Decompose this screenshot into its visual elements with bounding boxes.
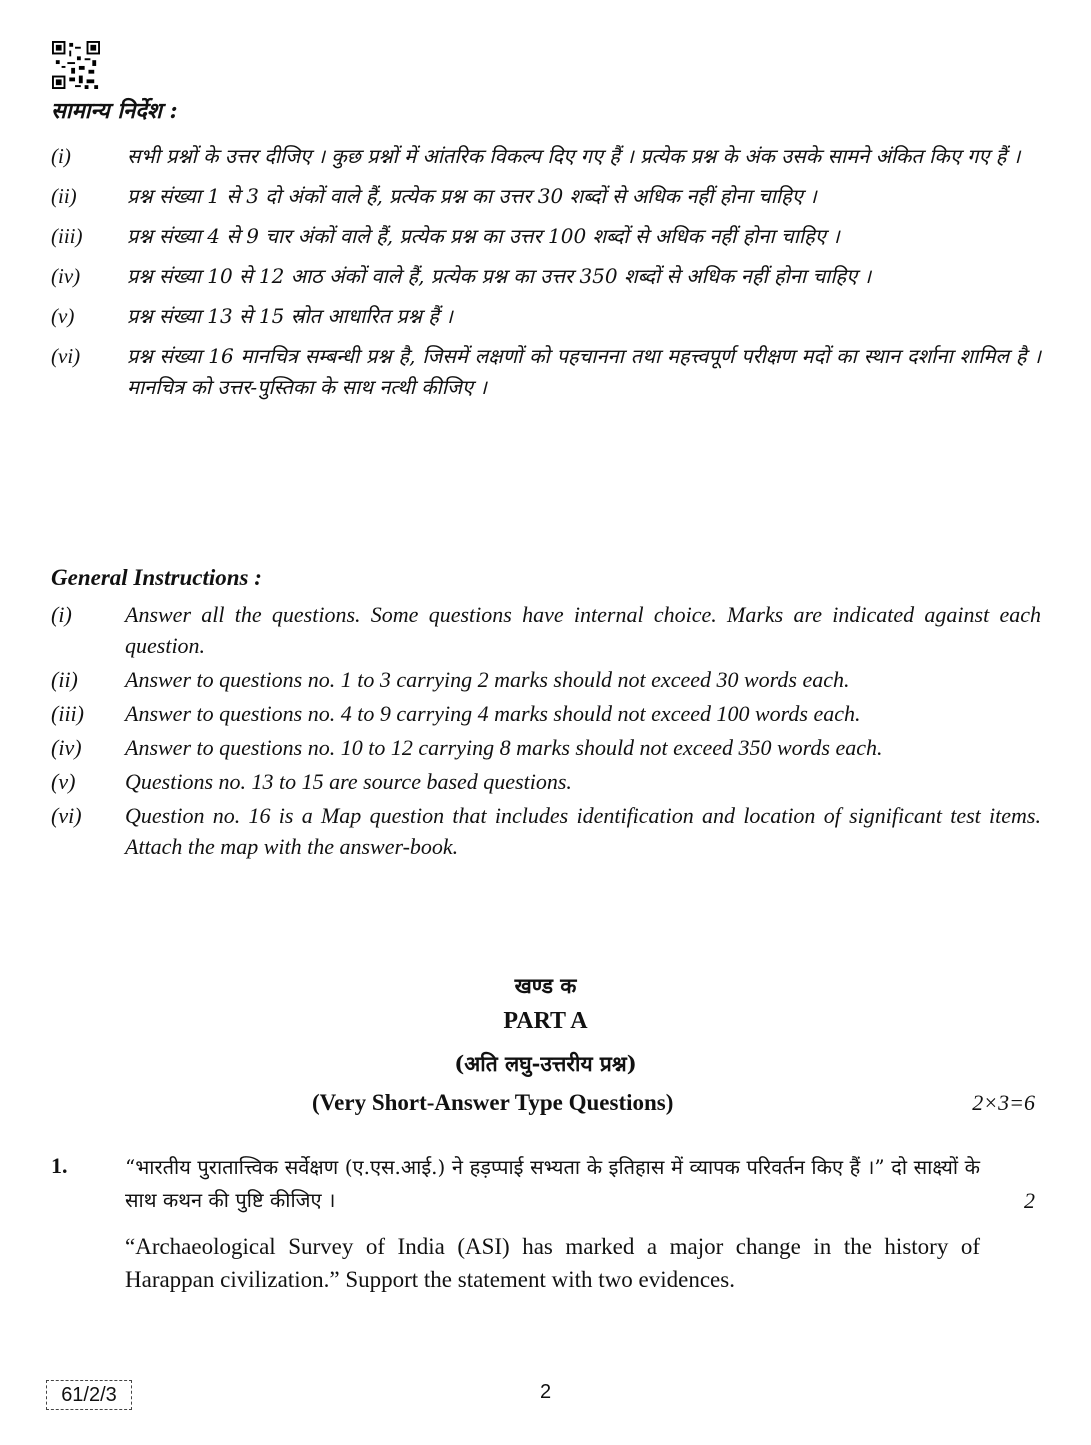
list-item [51, 732, 1041, 763]
item-text: Question no. 16 is a Map question that includes identification and location of significant test items. Attach the map with the answer-book. [125, 803, 1041, 859]
section-hindi-subtitle: (अति लघु-उत्तरीय प्रश्न) [454, 1051, 637, 1076]
item-number: (ii) [51, 667, 78, 692]
item-number: (i) [51, 144, 71, 168]
page-number: 2 [539, 1381, 552, 1403]
question-english-text: “Archaeological Survey of India (ASI) has marked a major change in the history of Harappan civilization.” Support the statement with two evidences. [125, 1234, 980, 1292]
section-english-title: PART A [503, 1008, 588, 1034]
item-text: प्रश्न संख्या 1 से 3 दो अंकों वाले हैं, प्रत्येक प्रश्न का उत्तर 30 शब्दों से अधिक नहीं होना चाहिए । [127, 184, 817, 208]
item-text: प्रश्न संख्या 13 से 15 स्रोत आधारित प्रश्न हैं । [127, 304, 453, 328]
item-text: प्रश्न संख्या 16 मानचित्र सम्बन्धी प्रश्न है, जिसमें लक्षणों को पहचानना तथा महत्त्वपूर्ण परीक्षण मदों का स्थान दर्शाना शामिल है । मानचित्र को उत्तर-पुस्तिका के साथ नत्थी कीजिए । [127, 344, 1041, 399]
item-number: (v) [51, 769, 76, 794]
item-text: Answer all the questions. Some questions have internal choice. Marks are indicated against each question. [125, 602, 1041, 658]
item-number: (i) [51, 602, 72, 627]
item-number: (iii) [51, 701, 84, 726]
hindi-instructions-heading: सामान्य निर्देश : [51, 98, 178, 124]
list-item [51, 664, 1041, 695]
list-item [51, 800, 1041, 862]
paper-code: 61/2/3 [46, 1380, 132, 1410]
list-item [51, 301, 1041, 332]
item-number: (ii) [51, 184, 77, 208]
item-text: प्रश्न संख्या 10 से 12 आठ अंकों वाले हैं, प्रत्येक प्रश्न का उत्तर 350 शब्दों से अधिक नहीं होना चाहिए । [127, 264, 872, 288]
list-item [51, 766, 1041, 797]
item-text: Answer to questions no. 10 to 12 carrying 8 marks should not exceed 350 words each. [125, 735, 883, 760]
item-text: Answer to questions no. 4 to 9 carrying 4 marks should not exceed 100 words each. [125, 701, 861, 726]
list-item [51, 181, 1041, 212]
item-number: (vi) [51, 344, 81, 368]
section-marks: 2×3=6 [972, 1090, 1035, 1115]
item-text: सभी प्रश्नों के उत्तर दीजिए । कुछ प्रश्नों में आंतरिक विकल्प दिए गए हैं । प्रत्येक प्रश्न के अंक उसके सामने अंकित किए गए हैं । [127, 144, 1021, 168]
question-marks: 2 [1024, 1188, 1035, 1213]
list-item [51, 221, 1041, 252]
list-item [51, 261, 1041, 292]
question-hindi-text: “भारतीय पुरातात्त्विक सर्वेक्षण (ए.एस.आई.) ने हड़प्पाई सभ्यता के इतिहास में व्यापक परिवर्तन किए हैं ।” दो साक्ष्यों के साथ कथन की पुष्टि कीजिए । [125, 1155, 980, 1212]
section-hindi-title: खण्ड क [514, 973, 577, 998]
list-item [51, 599, 1041, 661]
question-number: 1. [51, 1153, 68, 1178]
list-item [51, 141, 1041, 172]
english-instructions-heading: General Instructions : [51, 565, 262, 590]
qr-code [51, 41, 101, 89]
item-number: (iv) [51, 735, 82, 760]
list-item [51, 698, 1041, 729]
hindi-instructions-list [51, 141, 1041, 412]
item-number: (iii) [51, 224, 83, 248]
list-item [51, 341, 1041, 403]
item-number: (vi) [51, 803, 82, 828]
item-text: Questions no. 13 to 15 are source based questions. [125, 769, 572, 794]
item-text: प्रश्न संख्या 4 से 9 चार अंकों वाले हैं, प्रत्येक प्रश्न का उत्तर 100 शब्दों से अधिक नहीं होना चाहिए । [127, 224, 840, 248]
item-text: Answer to questions no. 1 to 3 carrying 2 marks should not exceed 30 words each. [125, 667, 850, 692]
english-instructions-list [51, 599, 1041, 865]
item-number: (v) [51, 304, 75, 328]
item-number: (iv) [51, 264, 81, 288]
section-english-subtitle: (Very Short-Answer Type Questions) [312, 1090, 674, 1115]
